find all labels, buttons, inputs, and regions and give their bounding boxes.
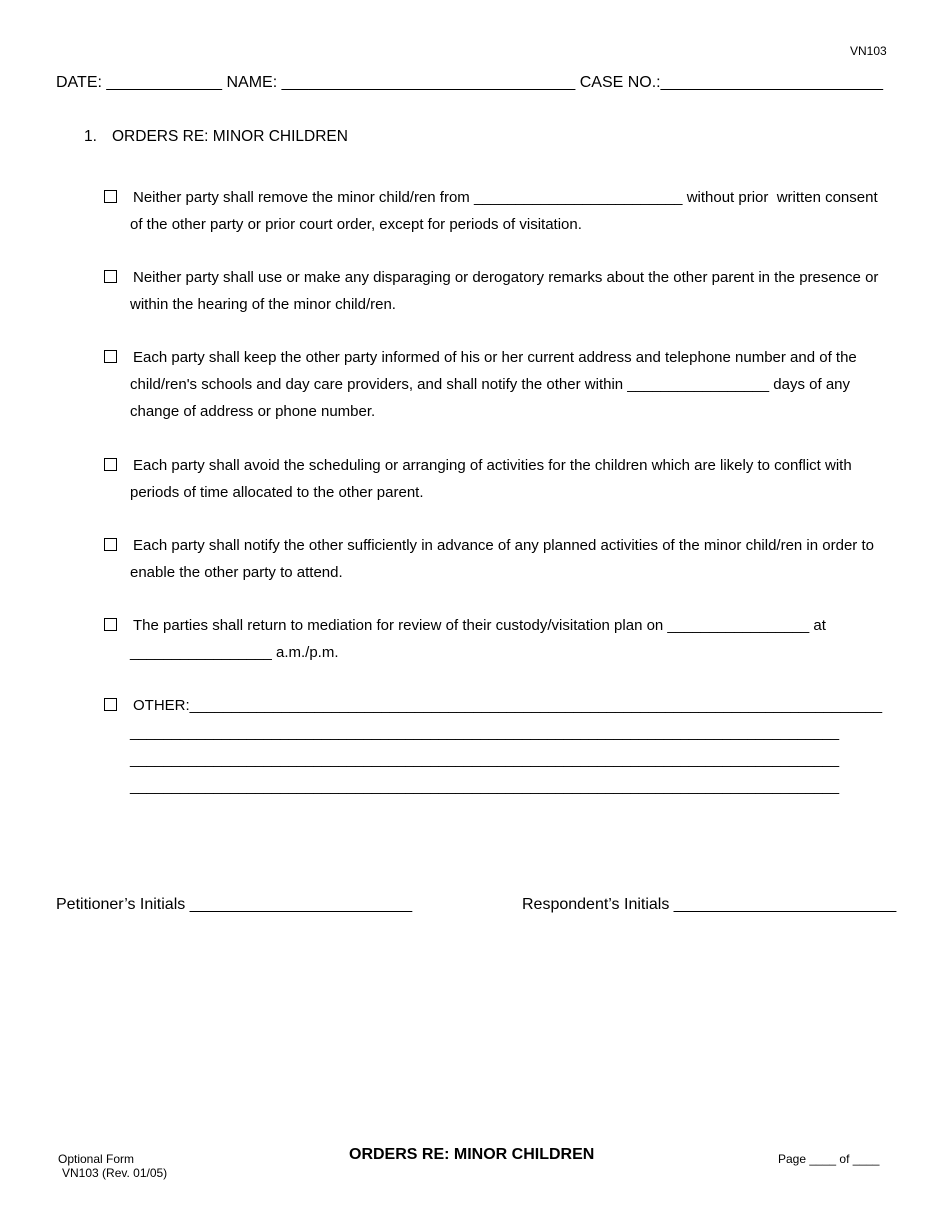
order-checkbox[interactable] [104, 458, 117, 471]
order-checkbox[interactable] [104, 538, 117, 551]
petitioner-initials-field[interactable]: Petitioner’s Initials _________________________ [56, 896, 413, 913]
order-text: Each party shall notify the other sufficiently in advance of any planned activities of the minor child/ren in order to enable the other party to attend. [130, 537, 879, 581]
order-checkbox[interactable] [104, 190, 117, 203]
other-blank-line[interactable]: _____________________________________________________________________________________ [130, 778, 840, 795]
order-checkbox[interactable] [104, 618, 117, 631]
other-label-line[interactable] [133, 692, 894, 719]
page-number-field[interactable]: Page ____ of ____ [778, 1152, 880, 1166]
order-item-disparaging-remarks [104, 264, 894, 318]
footer-optional-form: Optional Form [58, 1152, 135, 1166]
header-fields-line[interactable]: DATE: _____________ NAME: _________________________________ CASE NO.:_________________________ [56, 74, 884, 91]
form-code: VN103 [850, 44, 887, 58]
respondent-initials-field[interactable]: Respondent’s Initials _________________________ [522, 896, 897, 913]
order-item-other [104, 692, 894, 800]
order-item-return-mediation [104, 612, 894, 666]
order-text: Each party shall avoid the scheduling or arranging of activities for the children which are likely to conflict with periods of time allocated to the other parent. [130, 457, 856, 501]
order-item-advance-notice [104, 532, 894, 586]
order-item-remove-child [104, 184, 894, 238]
order-text: Neither party shall remove the minor child/ren from _________________________ without prior written consent of the other party or prior court order, except for periods of visitation. [130, 189, 882, 233]
section-title: ORDERS RE: MINOR CHILDREN [112, 128, 348, 145]
other-label: OTHER: [133, 697, 190, 714]
order-checkbox[interactable] [104, 270, 117, 283]
other-blank-line[interactable]: _____________________________________________________________________________________ [130, 751, 840, 768]
other-blank-line: ___________________________________________________________________________________ [189, 697, 883, 714]
order-text: The parties shall return to mediation for review of their custody/visitation plan on _________________ at _________________ a.m./p.m. [130, 617, 831, 661]
order-item-scheduling-conflict [104, 452, 894, 506]
order-item-address-informed [104, 344, 894, 425]
order-text: Neither party shall use or make any disparaging or derogatory remarks about the other parent in the presence or within the hearing of the minor child/ren. [130, 269, 883, 313]
section-number: 1. [84, 128, 97, 145]
order-checkbox[interactable] [104, 350, 117, 363]
other-blank-line[interactable]: _____________________________________________________________________________________ [130, 724, 840, 741]
order-text: Each party shall keep the other party informed of his or her current address and telephone number and of the child/ren's schools and day care providers, and shall notify the other within _________________ days of any change of address or phone number. [130, 349, 861, 420]
other-checkbox[interactable] [104, 698, 117, 711]
footer-form-revision: VN103 (Rev. 01/05) [62, 1166, 168, 1180]
section-heading [84, 128, 348, 146]
footer-title: ORDERS RE: MINOR CHILDREN [349, 1146, 595, 1163]
